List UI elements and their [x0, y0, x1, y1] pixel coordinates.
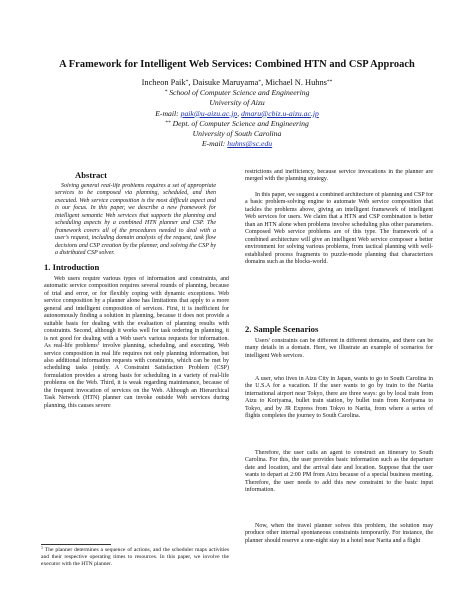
right-paragraph-5: Therefore, the user calls an agent to construct an itinerary to South Carolina. For this, the user provides basic information such as the departure date and location, and the arrival date and location. Suppose that the user wants to depart at 2:00 PM from Aizu because of a special business meeting. Therefore, the user needs to add this new constraint to the basic input information.	[245, 450, 433, 494]
email-link-paik[interactable]: paik@u-aizu.ac.jp	[180, 108, 238, 118]
abstract-text: Solving general real-life problems requires a set of appropriate services to be composed via planning, scheduled, and then executed. Web service composition is the most difficult aspect and is our focus. In this paper, we describe a new framework for intelligent semantic Web services that supports the planning and scheduling aspects by a combined HTN planner and CSP. The framework covers all of the procedures needed to deal with a user's request, including domain analysis of the request, task flow decisions and CSP creation by the planner, and solving the CSP by a distributed CSP solver.	[55, 183, 216, 257]
email-line-1: E-mail: paik@u-aizu.ac.jp, dmaru@cbiz.u-aizu.ac.jp	[155, 108, 319, 118]
footnote-rule	[41, 544, 111, 545]
affiliation-1-university: University of Aizu	[209, 98, 265, 108]
footnote-mark: 1	[41, 545, 43, 550]
email-link-dmaru[interactable]: dmaru@cbiz.u-aizu.ac.jp	[241, 108, 319, 118]
intro-paragraph: Web users require various types of information and constraints, and automatic service composition requires several rounds of planning, because of trial and error, or for flexibly coping with dynamic exceptions. Web service composition by a planner alone has limitations that apply to a more general and intelligent composition of services. First, it is inefficient for autonomously finding a solution in planning, because it does not provide a suitable basis for dealing with the evaluation of planning results with constraints. Second, although it works well for task ordering in planning, it is not good for dealing with a Web user's various requests for information. As real-life problems$^1$ involve planning, scheduling, and executing, Web service composition in real life requires not only planning information, but also additional information requests with constraints, which can be met by scheduling tasks jointly. A Constraint Satisfaction Problem (CSP) formulation provides a strong basis for scheduling in a variety of real-life problems on the Web. Third, it is weak regarding maintenance, because of the frequent invocation of services on the Web. Although an Hierarchical Task Network (HTN) planner can invoke outside Web services during planning, this causes severe	[44, 276, 229, 409]
affiliation-2-university: University of South Carolina	[192, 129, 282, 139]
affiliation-1: * School of Computer Science and Engineering	[164, 88, 310, 98]
affiliation-2: ** Dept. of Computer Science and Engineering	[165, 118, 309, 128]
author-2: , Daisuke Maruyama	[188, 78, 259, 87]
author-2-mark: *	[258, 79, 262, 85]
right-paragraph-4: A user, who lives in Aizu City in Japan, wants to go to South Carolina in the U.S.A for a vacation. If the user wants to go by train to the Narita international airport near Tokyo, there are three ways: go by local train from Aizu to Koriyama, bullet train station, by bullet train from Koriyama to Tokyo, and by JR Express from Tokyo to Narita, from where a series of flights completes the journey to South Carolina.	[245, 376, 433, 420]
email-line-2: E-mail: huhns@sc.edu	[201, 139, 273, 149]
paper-title: A Framework for Intelligent Web Services: Combined HTN and CSP Approach	[59, 59, 415, 70]
right-paragraph-1: restrictions and inefficiency, because service invocations in the planner are merged with the planning strategy.	[245, 169, 433, 183]
author-block	[60, 78, 414, 149]
author-names	[60, 78, 414, 88]
author-1-mark: *	[185, 79, 189, 85]
affiliation-1-mark: *	[164, 89, 168, 96]
affiliation-2-mark: **	[165, 119, 171, 126]
footnote: $^1$ The planner determines a sequence of actions, and the scheduler maps activities and their respective operating times to resources. In this paper, we involve the executor with the HTN planner.	[41, 545, 229, 567]
email-link-huhns[interactable]: huhns@sc.edu	[227, 139, 273, 149]
right-paragraph-3: Users' constraints can be different in different domains, and there can be many details in a domain. Here, we illustrate an example of scenarios for intelligent Web services.	[245, 338, 433, 359]
footnote-ref-1[interactable]: 1	[97, 341, 100, 347]
section-2-heading: 2. Sample Scenarios	[245, 324, 319, 334]
author-1: Incheon Paik	[141, 78, 186, 87]
abstract-heading: Abstract	[75, 170, 107, 180]
right-paragraph-2: In this paper, we suggest a combined architecture of planning and CSP for a basic problem-solving engine to automate Web service composition that tackles the problems above, giving an intelligent framework of intelligent Web services for users. We claim that a HTN and CSP combination is better than an HTN alone when problems involve scheduling plus other parameters. Composed Web service problems are of this type. The framework of a combined architecture will give an intelligent Web service composer a better environment for solving various problems, from tactical planning with well-established process fragments to puzzle-mode planning that characterizes domains such as the blocks-world.	[245, 192, 433, 266]
author-3-mark: **	[326, 79, 333, 85]
right-paragraph-6: Now, when the travel planner solves this problem, the solution may produce other internal spontaneous constraints temporarily. For instance, the planner should reserve a one-night stay in a hotel near Narita and a flight	[245, 523, 433, 544]
author-3: , Michael N. Huhns	[261, 78, 327, 87]
section-1-heading: 1. Introduction	[44, 262, 100, 272]
